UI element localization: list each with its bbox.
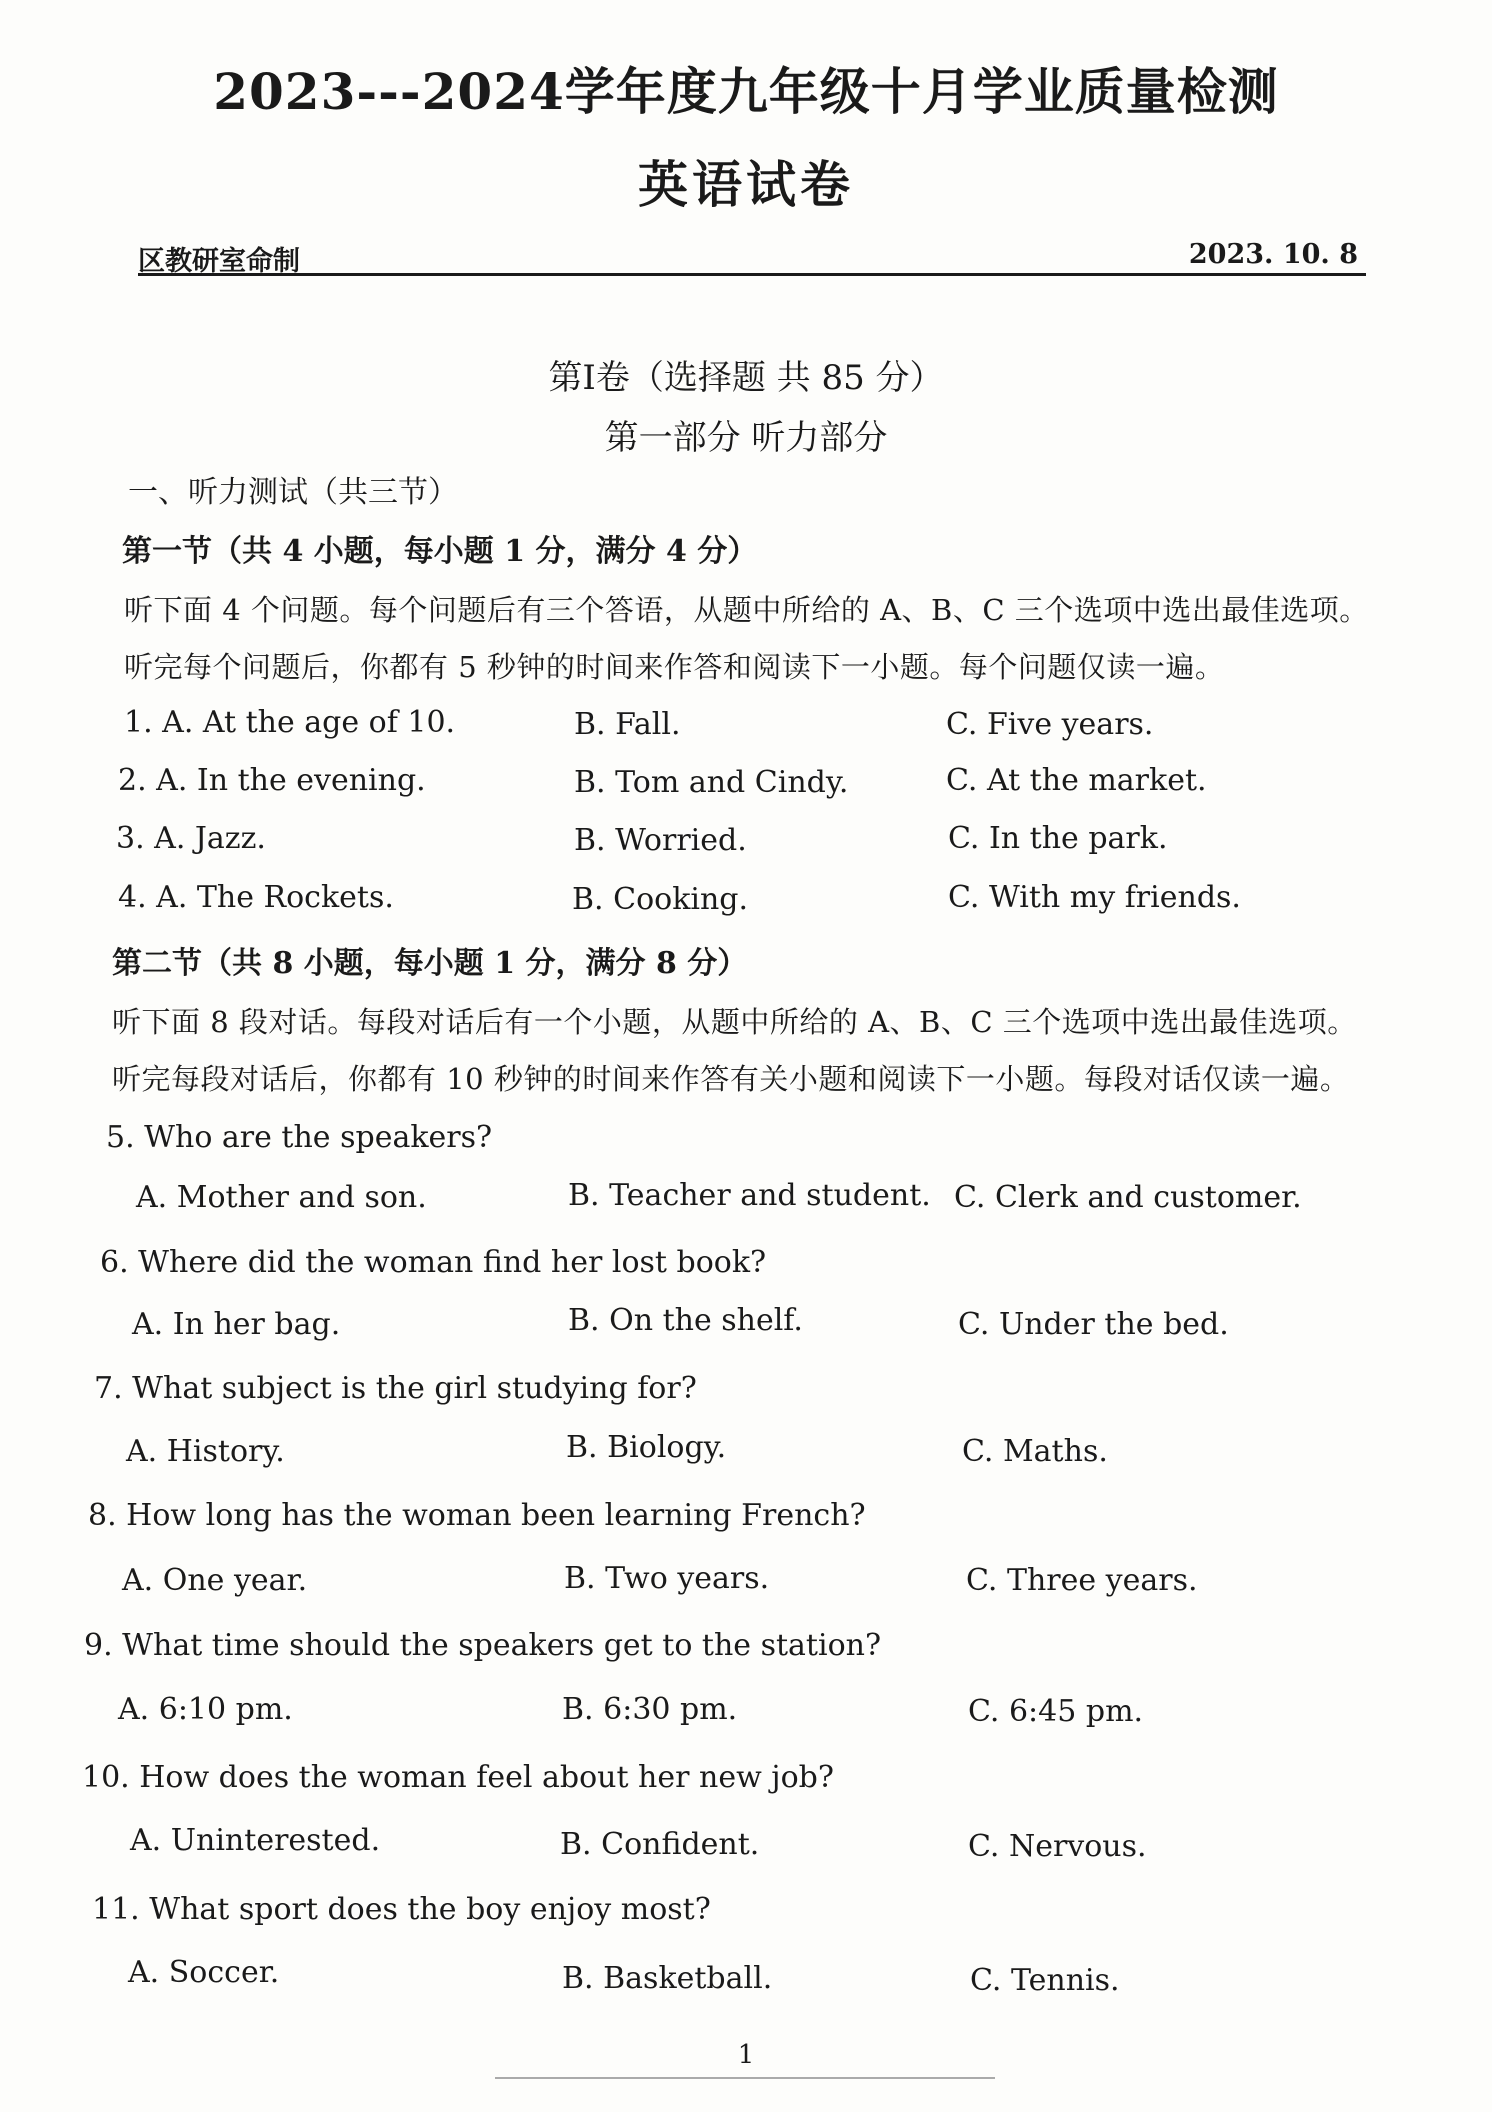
q4-option-b: B. Cooking. xyxy=(572,882,749,917)
q4-option-c: C. With my friends. xyxy=(948,880,1241,915)
q7-option-a: A. History. xyxy=(126,1434,285,1469)
q11-option-a: A. Soccer. xyxy=(128,1955,280,1990)
q11-option-b: B. Basketball. xyxy=(562,1961,773,1996)
q9-stem: 9. What time should the speakers get to the station? xyxy=(84,1628,882,1663)
q2-option-a: 2. A. In the evening. xyxy=(118,763,426,798)
part-title: 第一部分 听力部分 xyxy=(604,418,888,458)
q8-option-a: A. One year. xyxy=(122,1563,308,1598)
q11-stem: 11. What sport does the boy enjoy most? xyxy=(92,1892,711,1927)
q10-option-a: A. Uninterested. xyxy=(130,1823,381,1858)
volume-title: 第Ⅰ卷（选择题 共 85 分） xyxy=(548,358,944,398)
exam-date: 2023. 10. 8 xyxy=(1188,239,1358,270)
page-number: 1 xyxy=(737,2040,755,2070)
issuer-label: 区教研室命制 xyxy=(138,246,300,277)
section2-instruction-1: 听下面 8 段对话。每段对话后有一个小题，从题中所给的 A、B、C 三个选项中选出最佳选项。 xyxy=(112,1005,1357,1039)
q1-option-b: B. Fall. xyxy=(574,707,681,742)
q9-option-c: C. 6:45 pm. xyxy=(968,1694,1144,1729)
q8-option-c: C. Three years. xyxy=(966,1563,1198,1598)
section1-instruction-1: 听下面 4 个问题。每个问题后有三个答语，从题中所给的 A、B、C 三个选项中选出最佳选项。 xyxy=(124,593,1369,627)
q3-option-a: 3. A. Jazz. xyxy=(116,821,266,856)
exam-title-line2: 英语试卷 xyxy=(638,155,854,214)
section2-instruction-2: 听完每段对话后，你都有 10 秒钟的时间来作答有关小题和阅读下一小题。每段对话仅读一遍。 xyxy=(112,1062,1350,1096)
exam-title-line1: 2023---2024学年度九年级十月学业质量检测 xyxy=(213,62,1279,121)
section1-instruction-2: 听完每个问题后，你都有 5 秒钟的时间来作答和阅读下一小题。每个问题仅读一遍。 xyxy=(124,650,1225,684)
q6-option-b: B. On the shelf. xyxy=(568,1303,803,1338)
q9-option-a: A. 6:10 pm. xyxy=(118,1692,293,1727)
q11-option-c: C. Tennis. xyxy=(970,1963,1120,1998)
q7-option-b: B. Biology. xyxy=(566,1430,727,1465)
q6-option-a: A. In her bag. xyxy=(132,1307,341,1342)
q5-option-c: C. Clerk and customer. xyxy=(954,1180,1302,1215)
q2-option-b: B. Tom and Cindy. xyxy=(574,765,849,800)
q7-stem: 7. What subject is the girl studying for? xyxy=(94,1371,697,1406)
q1-option-a: 1. A. At the age of 10. xyxy=(124,705,456,740)
listening-heading: 一、听力测试（共三节） xyxy=(128,475,458,510)
q9-option-b: B. 6:30 pm. xyxy=(562,1692,738,1727)
q10-stem: 10. How does the woman feel about her new job? xyxy=(82,1760,834,1795)
issuer-date-row xyxy=(138,235,1366,276)
section2-heading: 第二节（共 8 小题，每小题 1 分，满分 8 分） xyxy=(112,946,748,981)
q5-stem: 5. Who are the speakers? xyxy=(106,1120,493,1155)
q7-option-c: C. Maths. xyxy=(962,1434,1108,1469)
q2-option-c: C. At the market. xyxy=(946,763,1207,798)
q6-stem: 6. Where did the woman find her lost book? xyxy=(100,1245,767,1280)
q4-option-a: 4. A. The Rockets. xyxy=(118,880,394,915)
q5-option-b: B. Teacher and student. xyxy=(568,1178,931,1213)
q1-option-c: C. Five years. xyxy=(946,707,1154,742)
section1-heading: 第一节（共 4 小题，每小题 1 分，满分 4 分） xyxy=(122,534,758,569)
q8-option-b: B. Two years. xyxy=(564,1561,770,1596)
q8-stem: 8. How long has the woman been learning French? xyxy=(88,1498,866,1533)
q5-option-a: A. Mother and son. xyxy=(136,1180,427,1215)
q3-option-b: B. Worried. xyxy=(574,823,747,858)
q10-option-c: C. Nervous. xyxy=(968,1829,1147,1864)
q3-option-c: C. In the park. xyxy=(948,821,1168,856)
footer-divider xyxy=(495,2077,995,2079)
q6-option-c: C. Under the bed. xyxy=(958,1307,1229,1342)
q10-option-b: B. Confident. xyxy=(560,1827,760,1862)
